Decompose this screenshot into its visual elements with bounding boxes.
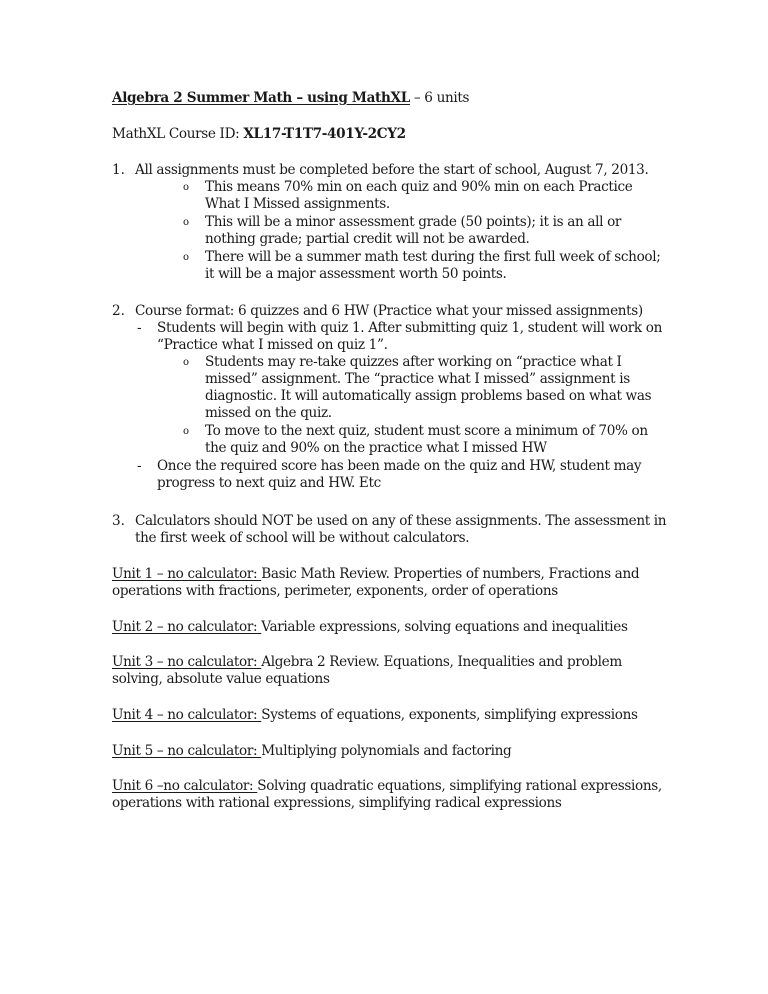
unit-1-desc-line-2: operations with fractions, perimeter, exponents, order of operations [112,583,558,599]
item-2-sub-2-line-1: To move to the next quiz, student must score a minimum of 70% on [205,423,648,439]
unit-6-desc-line-1: Solving quadratic equations, simplifying rational expressions, [257,778,662,794]
unit-1-desc-line-1: Basic Math Review. Properties of numbers, Fractions and [261,566,640,582]
item-2-number: 2. [112,303,125,319]
unit-3-label: Unit 3 – no calculator: [112,654,262,670]
item-2-sub-1-bullet: o [183,357,190,368]
item-1-sub-1-bullet: o [183,182,190,193]
unit-5-desc-line-1: Multiplying polynomials and factoring [261,743,512,759]
unit-4 [112,707,638,724]
title-suffix: – 6 units [409,90,470,106]
unit-2-label: Unit 2 – no calculator: [112,619,262,635]
item-1-sub-3-line-1: There will be a summer math test during the first full week of school; [205,249,661,265]
item-2-sub-2-bullet: o [183,426,190,437]
unit-5-label: Unit 5 – no calculator: [112,743,262,759]
unit-3-desc-line-1: Algebra 2 Review. Equations, Inequalities and problem [261,654,622,670]
unit-1 [112,566,639,583]
course-id-line [112,126,406,143]
item-3-line-1: Calculators should NOT be used on any of these assignments. The assessment in [135,513,667,529]
item-2-sub-1-line-4: missed on the quiz. [205,405,332,421]
item-1-sub-1-line-1: This means 70% min on each quiz and 90% min on each Practice [205,179,633,195]
unit-2-desc-line-1: Variable expressions, solving equations and inequalities [261,619,628,635]
item-2-dash-1-marker: - [137,320,142,336]
document-title [112,90,469,107]
item-3-number: 3. [112,513,125,529]
unit-4-desc-line-1: Systems of equations, exponents, simplifying expressions [261,707,638,723]
item-1-sub-2-line-1: This will be a minor assessment grade (50 points); it is an all or [205,214,622,230]
item-1-sub-2-line-2: nothing grade; partial credit will not be awarded. [205,231,530,247]
item-1-sub-2-bullet: o [183,217,190,228]
item-1-sub-3-line-2: it will be a major assessment worth 50 points. [205,266,507,282]
item-2-dash-2-line-1: Once the required score has been made on the quiz and HW, student may [157,458,642,474]
unit-1-label: Unit 1 – no calculator: [112,566,262,582]
unit-6 [112,778,662,795]
course-id-value: XL17-T1T7-401Y-2CY2 [243,126,406,142]
unit-3-desc-line-2: solving, absolute value equations [112,671,330,687]
item-2-sub-1-line-3: diagnostic. It will automatically assign problems based on what was [205,388,652,404]
item-1-text: All assignments must be completed before the start of school, August 7, 2013. [135,162,649,178]
course-id-label: MathXL Course ID: [112,126,244,142]
item-2-sub-2-line-2: the quiz and 90% on the practice what I missed HW [205,440,547,456]
item-2-dash-2-marker: - [137,458,142,474]
unit-4-label: Unit 4 – no calculator: [112,707,262,723]
unit-6-label: Unit 6 –no calculator: [112,778,258,794]
item-2-text: Course format: 6 quizzes and 6 HW (Practice what your missed assignments) [135,303,643,319]
unit-2 [112,619,628,636]
item-1-sub-1-line-2: What I Missed assignments. [205,196,390,212]
item-2-dash-2-line-2: progress to next quiz and HW. Etc [157,475,381,491]
item-2-dash-1-line-1: Students will begin with quiz 1. After submitting quiz 1, student will work on [157,320,662,336]
unit-6-desc-line-2: operations with rational expressions, simplifying radical expressions [112,795,562,811]
item-2-sub-1-line-1: Students may re-take quizzes after working on “practice what I [205,354,622,370]
item-3-line-2: the first week of school will be without calculators. [135,530,470,546]
item-1-number: 1. [112,162,125,178]
unit-5 [112,743,511,760]
title-heading: Algebra 2 Summer Math – using MathXL [112,90,410,106]
unit-3 [112,654,622,671]
item-2-dash-1-line-2: “Practice what I missed on quiz 1”. [157,337,388,353]
item-2-sub-1-line-2: missed” assignment. The “practice what I missed” assignment is [205,371,630,387]
item-1-sub-3-bullet: o [183,252,190,263]
